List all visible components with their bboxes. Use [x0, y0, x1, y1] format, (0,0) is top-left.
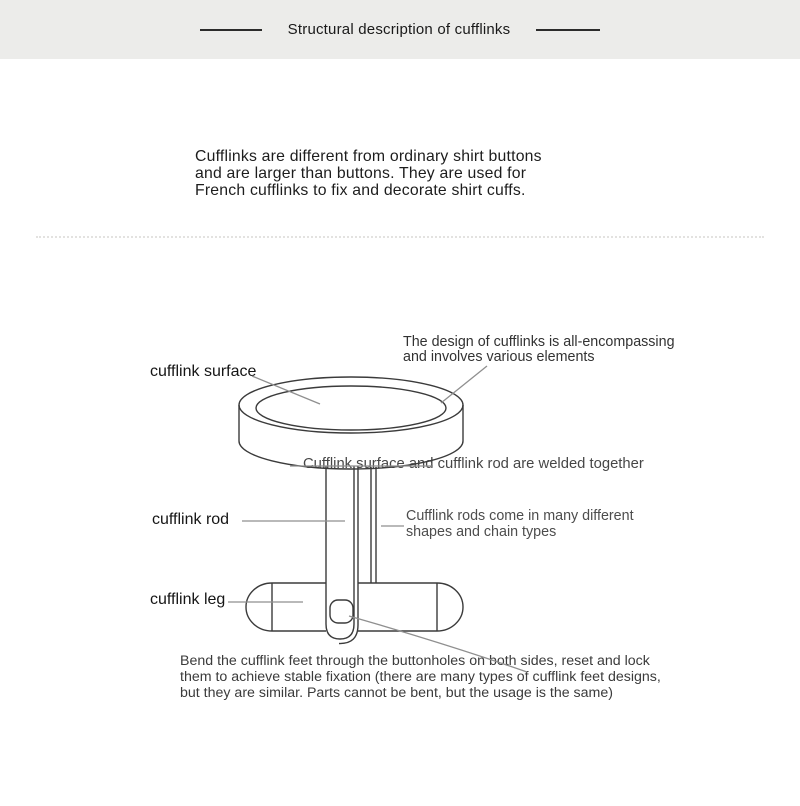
intro-line: and are larger than buttons. They are used for [195, 165, 527, 183]
intro-line: French cufflinks to fix and decorate shirt cuffs. [195, 182, 526, 200]
annotation-design-line: and involves various elements [403, 349, 595, 366]
label-cufflink-leg: cufflink leg [150, 591, 226, 608]
leg-slot [330, 600, 353, 623]
annotation-rod-types-line: shapes and chain types [406, 523, 557, 540]
annotation-feet-line: them to achieve stable fixation (there are many types of cufflink feet designs, [180, 669, 661, 685]
page-title: Structural description of cufflinks [287, 21, 511, 38]
annotation-feet-line: but they are similar. Parts cannot be bent, but the usage is the same) [180, 685, 613, 701]
intro-line: Cufflinks are different from ordinary shirt buttons [195, 148, 542, 165]
annotation-rod-types-line: Cufflink rods come in many different [406, 508, 634, 524]
dotted-divider [36, 236, 764, 238]
label-cufflink-surface: cufflink surface [150, 363, 257, 380]
title-rule-left [200, 29, 262, 31]
annotation-design [403, 335, 675, 366]
annotation-rod-types [406, 509, 634, 540]
rod-side-edge [339, 466, 358, 644]
leader-surface [252, 376, 320, 404]
cufflink-rod-drawing [326, 466, 376, 644]
label-cufflink-rod: cufflink rod [152, 511, 230, 528]
leg-left-dome [246, 583, 272, 631]
annotation-feet [180, 653, 661, 701]
cufflink-leg-drawing [246, 583, 463, 631]
annotation-welded: Cufflink surface and cufflink rod are welded together [303, 456, 644, 472]
leg-right-dome [437, 583, 463, 631]
annotation-feet-line: Bend the cufflink feet through the buttonholes on both sides, reset and lock [180, 653, 650, 669]
header-bar [0, 0, 800, 59]
leader-design [441, 366, 487, 403]
disc-inner-ellipse [256, 386, 446, 430]
annotation-design-line: The design of cufflinks is all-encompassing [403, 334, 675, 350]
title-rule-right [536, 29, 600, 31]
intro-paragraph [195, 148, 542, 200]
disc-outer-ellipse [239, 377, 463, 433]
rod-front-outline [326, 466, 354, 639]
